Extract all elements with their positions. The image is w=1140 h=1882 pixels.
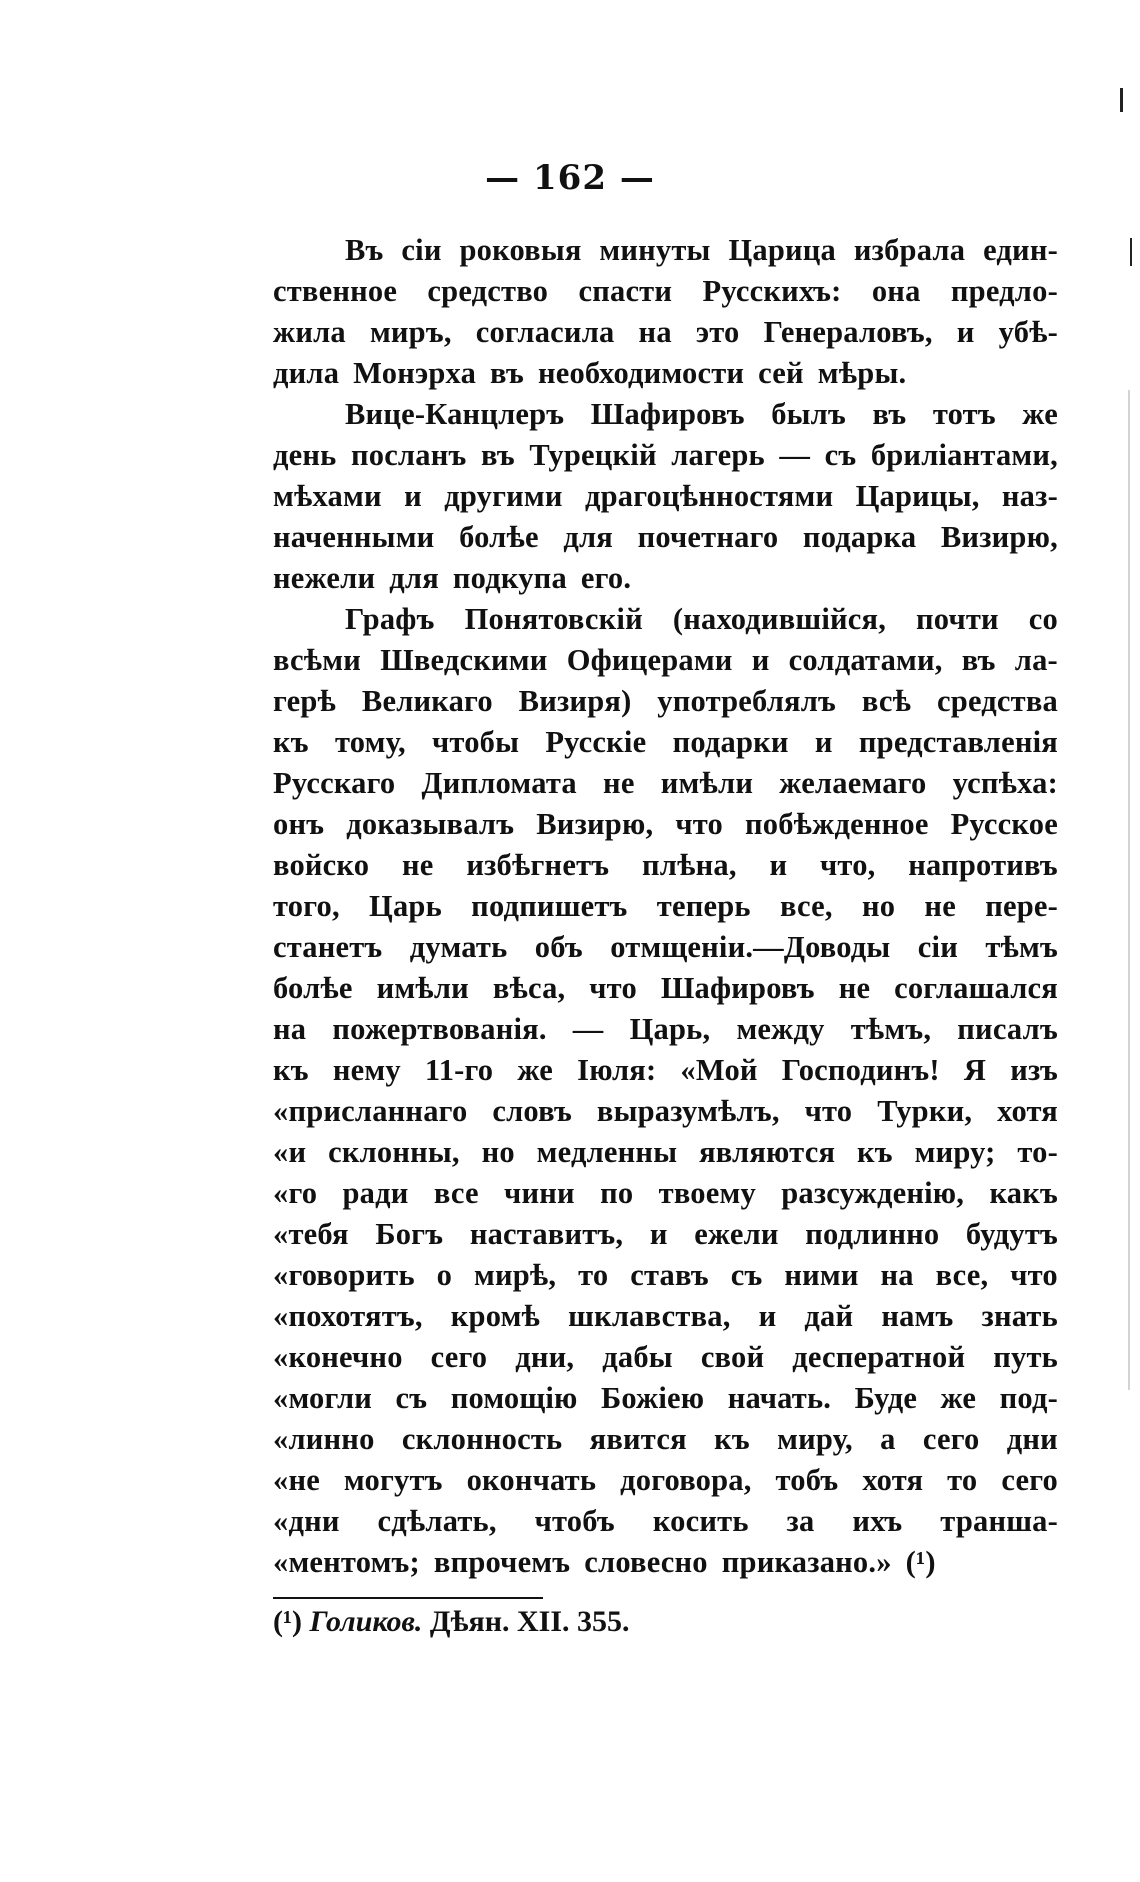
text-line: Русскаго Дипломата не имѣли желаемаго успѣха: [273,766,1058,800]
text-line: «дни сдѣлать, чтобъ косить за ихъ транша- [273,1504,1058,1538]
text-line: «и склонны, но медленны являются къ миру; то- [273,1135,1058,1169]
text-line: Въ сіи роковыя минуты Царица избрала един- [345,233,1058,267]
page-number: — 162 — [485,158,655,198]
footnote-reference: Дѣян. XII. 355. [429,1605,630,1638]
text-line: нежели для подкупа его. [273,561,632,595]
text-line: «конечно сего дни, дабы свой десператной путь [273,1340,1058,1374]
text-line: «говорить о мирѣ, то ставъ съ ними на все, что [273,1258,1058,1292]
text-line: «присланнаго словъ выразумѣлъ, что Турки, хотя [273,1094,1058,1128]
text-line: «могли съ помощію Божіею начать. Буде же под- [273,1381,1058,1415]
text-line: болѣе имѣли вѣса, что Шафировъ не соглашался [273,971,1058,1005]
text-line: «тебя Богъ наставитъ, и ежели подлинно будутъ [273,1217,1058,1251]
footnote-rule [273,1597,543,1599]
text-line: день посланъ въ Турецкій лагерь — съ бриліантами, [273,438,1058,472]
text-line: герѣ Великаго Визиря) употреблялъ всѣ средства [273,684,1058,718]
text-line: наченными болѣе для почетнаго подарка Визирю, [273,520,1058,554]
margin-mark [1130,238,1132,266]
margin-mark [1120,88,1123,112]
text-line: къ тому, чтобы Русскіе подарки и представленія [273,725,1058,759]
footnote [273,1605,630,1639]
text-line: мѣхами и другими драгоцѣнностями Царицы, наз- [273,479,1058,513]
text-line: дила Монэрха въ необходимости сей мѣры. [273,356,907,390]
text-line: войско не избѣгнетъ плѣна, и что, напротивъ [273,848,1058,882]
text-line: «го ради все чини по твоему разсужденію, какъ [273,1176,1058,1210]
text-line: станетъ думать объ отмщеніи.—Доводы сіи тѣмъ [273,930,1058,964]
text-line: «ментомъ; впрочемъ словесно приказано.» (¹) [273,1545,936,1579]
text-line: онъ доказывалъ Визирю, что побѣжденное Русское [273,807,1058,841]
text-line: «похотятъ, кромѣ шклавства, и дай намъ знать [273,1299,1058,1333]
text-line: жила миръ, согласила на это Генераловъ, и убѣ- [273,315,1058,349]
text-line: Вице-Канцлеръ Шафировъ былъ въ тотъ же [345,397,1058,431]
text-line: на пожертвованія. — Царь, между тѣмъ, писалъ [273,1012,1058,1046]
text-line: «не могутъ окончать договора, тобъ хотя то сего [273,1463,1058,1497]
footnote-author: Голиков. [309,1605,423,1638]
scan-edge [1128,390,1130,1390]
text-line: того, Царь подпишетъ теперь все, но не пере- [273,889,1058,923]
text-line: Графъ Понятовскій (находившійся, почти со [345,602,1058,636]
text-line: всѣми Шведскими Офицерами и солдатами, въ ла- [273,643,1058,677]
text-line: ственное средство спасти Русскихъ: она предло- [273,274,1058,308]
text-line: «линно склонность явится къ миру, а сего дни [273,1422,1058,1456]
footnote-marker: (¹) [273,1605,302,1638]
text-line: къ нему 11-го же Іюля: «Мой Господинъ! Я изъ [273,1053,1058,1087]
body-text [273,230,1058,1583]
